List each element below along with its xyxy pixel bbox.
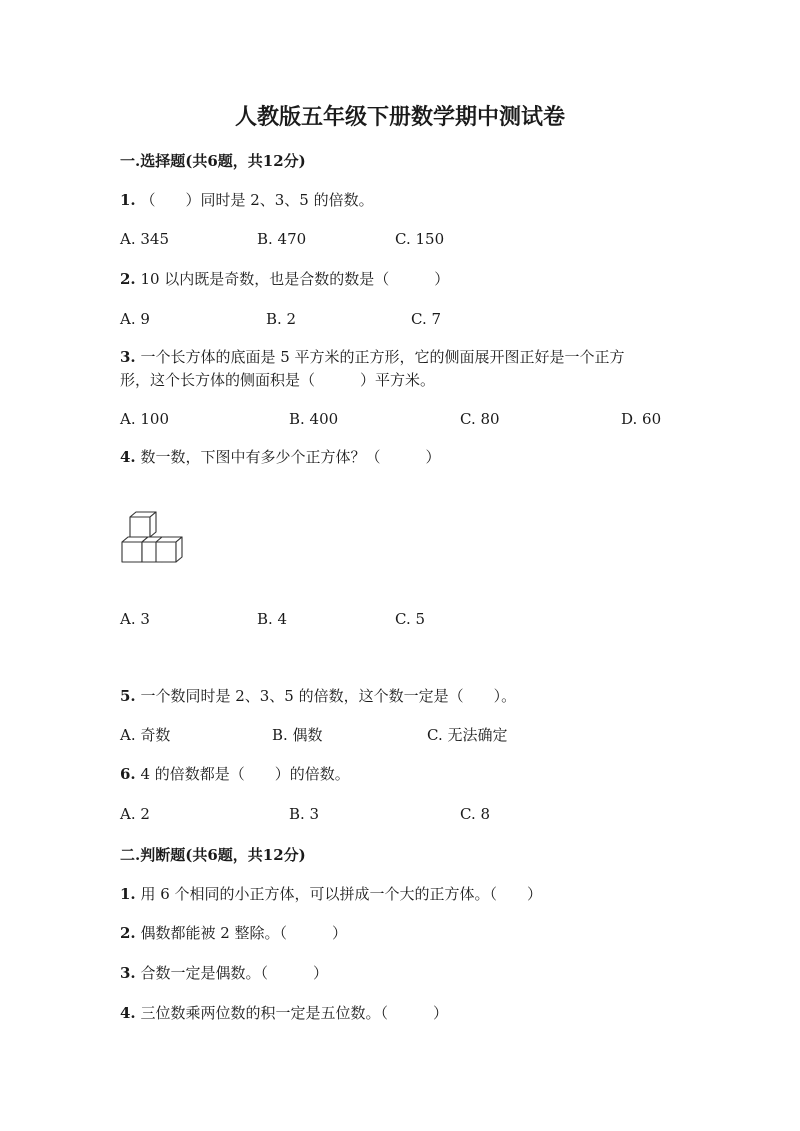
question-number: 2.: [120, 924, 136, 942]
question-text: （ ）同时是 2、3、5 的倍数。: [140, 191, 374, 209]
option-a: A. 2: [120, 805, 150, 823]
question-number: 1.: [120, 885, 136, 903]
judgment-question-2: [120, 924, 347, 942]
question-number: 3.: [120, 964, 136, 982]
question-number: 4.: [120, 1004, 136, 1022]
option-c: C. 无法确定: [427, 726, 508, 744]
question-number: 3.: [120, 348, 136, 366]
option-c: C. 5: [395, 610, 426, 628]
option-b: B. 470: [257, 230, 307, 248]
question-5: [120, 687, 516, 705]
question-6: [120, 765, 350, 783]
section-heading-choice: 一.选择题(共6题，共12分): [120, 152, 306, 170]
question-text: 用 6 个相同的小正方体，可以拼成一个大的正方体。（ ）: [140, 885, 543, 903]
question-text: 10 以内既是奇数，也是合数的数是（ ）: [140, 270, 450, 288]
question-number: 5.: [120, 687, 136, 705]
question-number: 6.: [120, 765, 136, 783]
judgment-question-4: [120, 1004, 448, 1022]
option-a: A. 100: [120, 410, 169, 428]
option-c: C. 80: [460, 410, 500, 428]
option-c: C. 7: [411, 310, 442, 328]
judgment-question-1: [120, 885, 542, 903]
option-b: B. 400: [289, 410, 339, 428]
option-d: D. 60: [621, 410, 662, 428]
question-text: 4 的倍数都是（ ）的倍数。: [140, 765, 350, 783]
question-text: 一个数同时是 2、3、5 的倍数，这个数一定是（ ）。: [140, 687, 517, 705]
page-title: 人教版五年级下册数学期中测试卷: [234, 105, 565, 130]
question-text: 三位数乘两位数的积一定是五位数。（ ）: [140, 1004, 448, 1022]
cube-stack-figure: [118, 508, 184, 566]
option-b: B. 2: [266, 310, 297, 328]
option-b: B. 偶数: [272, 726, 323, 744]
question-number: 2.: [120, 270, 136, 288]
question-3: [120, 348, 625, 366]
question-1: [120, 191, 374, 209]
question-number: 4.: [120, 448, 136, 466]
option-c: C. 8: [460, 805, 491, 823]
option-c: C. 150: [395, 230, 445, 248]
question-text: 偶数都能被 2 整除。（ ）: [140, 924, 348, 942]
option-b: B. 4: [257, 610, 288, 628]
judgment-question-3: [120, 964, 328, 982]
question-text: 一个长方体的底面是 5 平方米的正方形，它的侧面展开图正好是一个正方: [140, 348, 625, 366]
option-a: A. 奇数: [120, 726, 171, 744]
question-text: 数一数，下图中有多少个正方体？（ ）: [140, 448, 441, 466]
option-a: A. 9: [120, 310, 150, 328]
option-a: A. 3: [120, 610, 150, 628]
question-text: 合数一定是偶数。（ ）: [140, 964, 328, 982]
cube-bottom-right: [156, 537, 182, 562]
section-heading-judgment: 二.判断题(共6题，共12分): [120, 846, 306, 864]
question-2: [120, 270, 449, 288]
option-a: A. 345: [120, 230, 169, 248]
question-4: [120, 448, 440, 466]
option-b: B. 3: [289, 805, 320, 823]
cube-top: [130, 512, 156, 537]
question-3-continuation: 形，这个长方体的侧面积是（ ）平方米。: [120, 371, 436, 389]
question-number: 1.: [120, 191, 136, 209]
